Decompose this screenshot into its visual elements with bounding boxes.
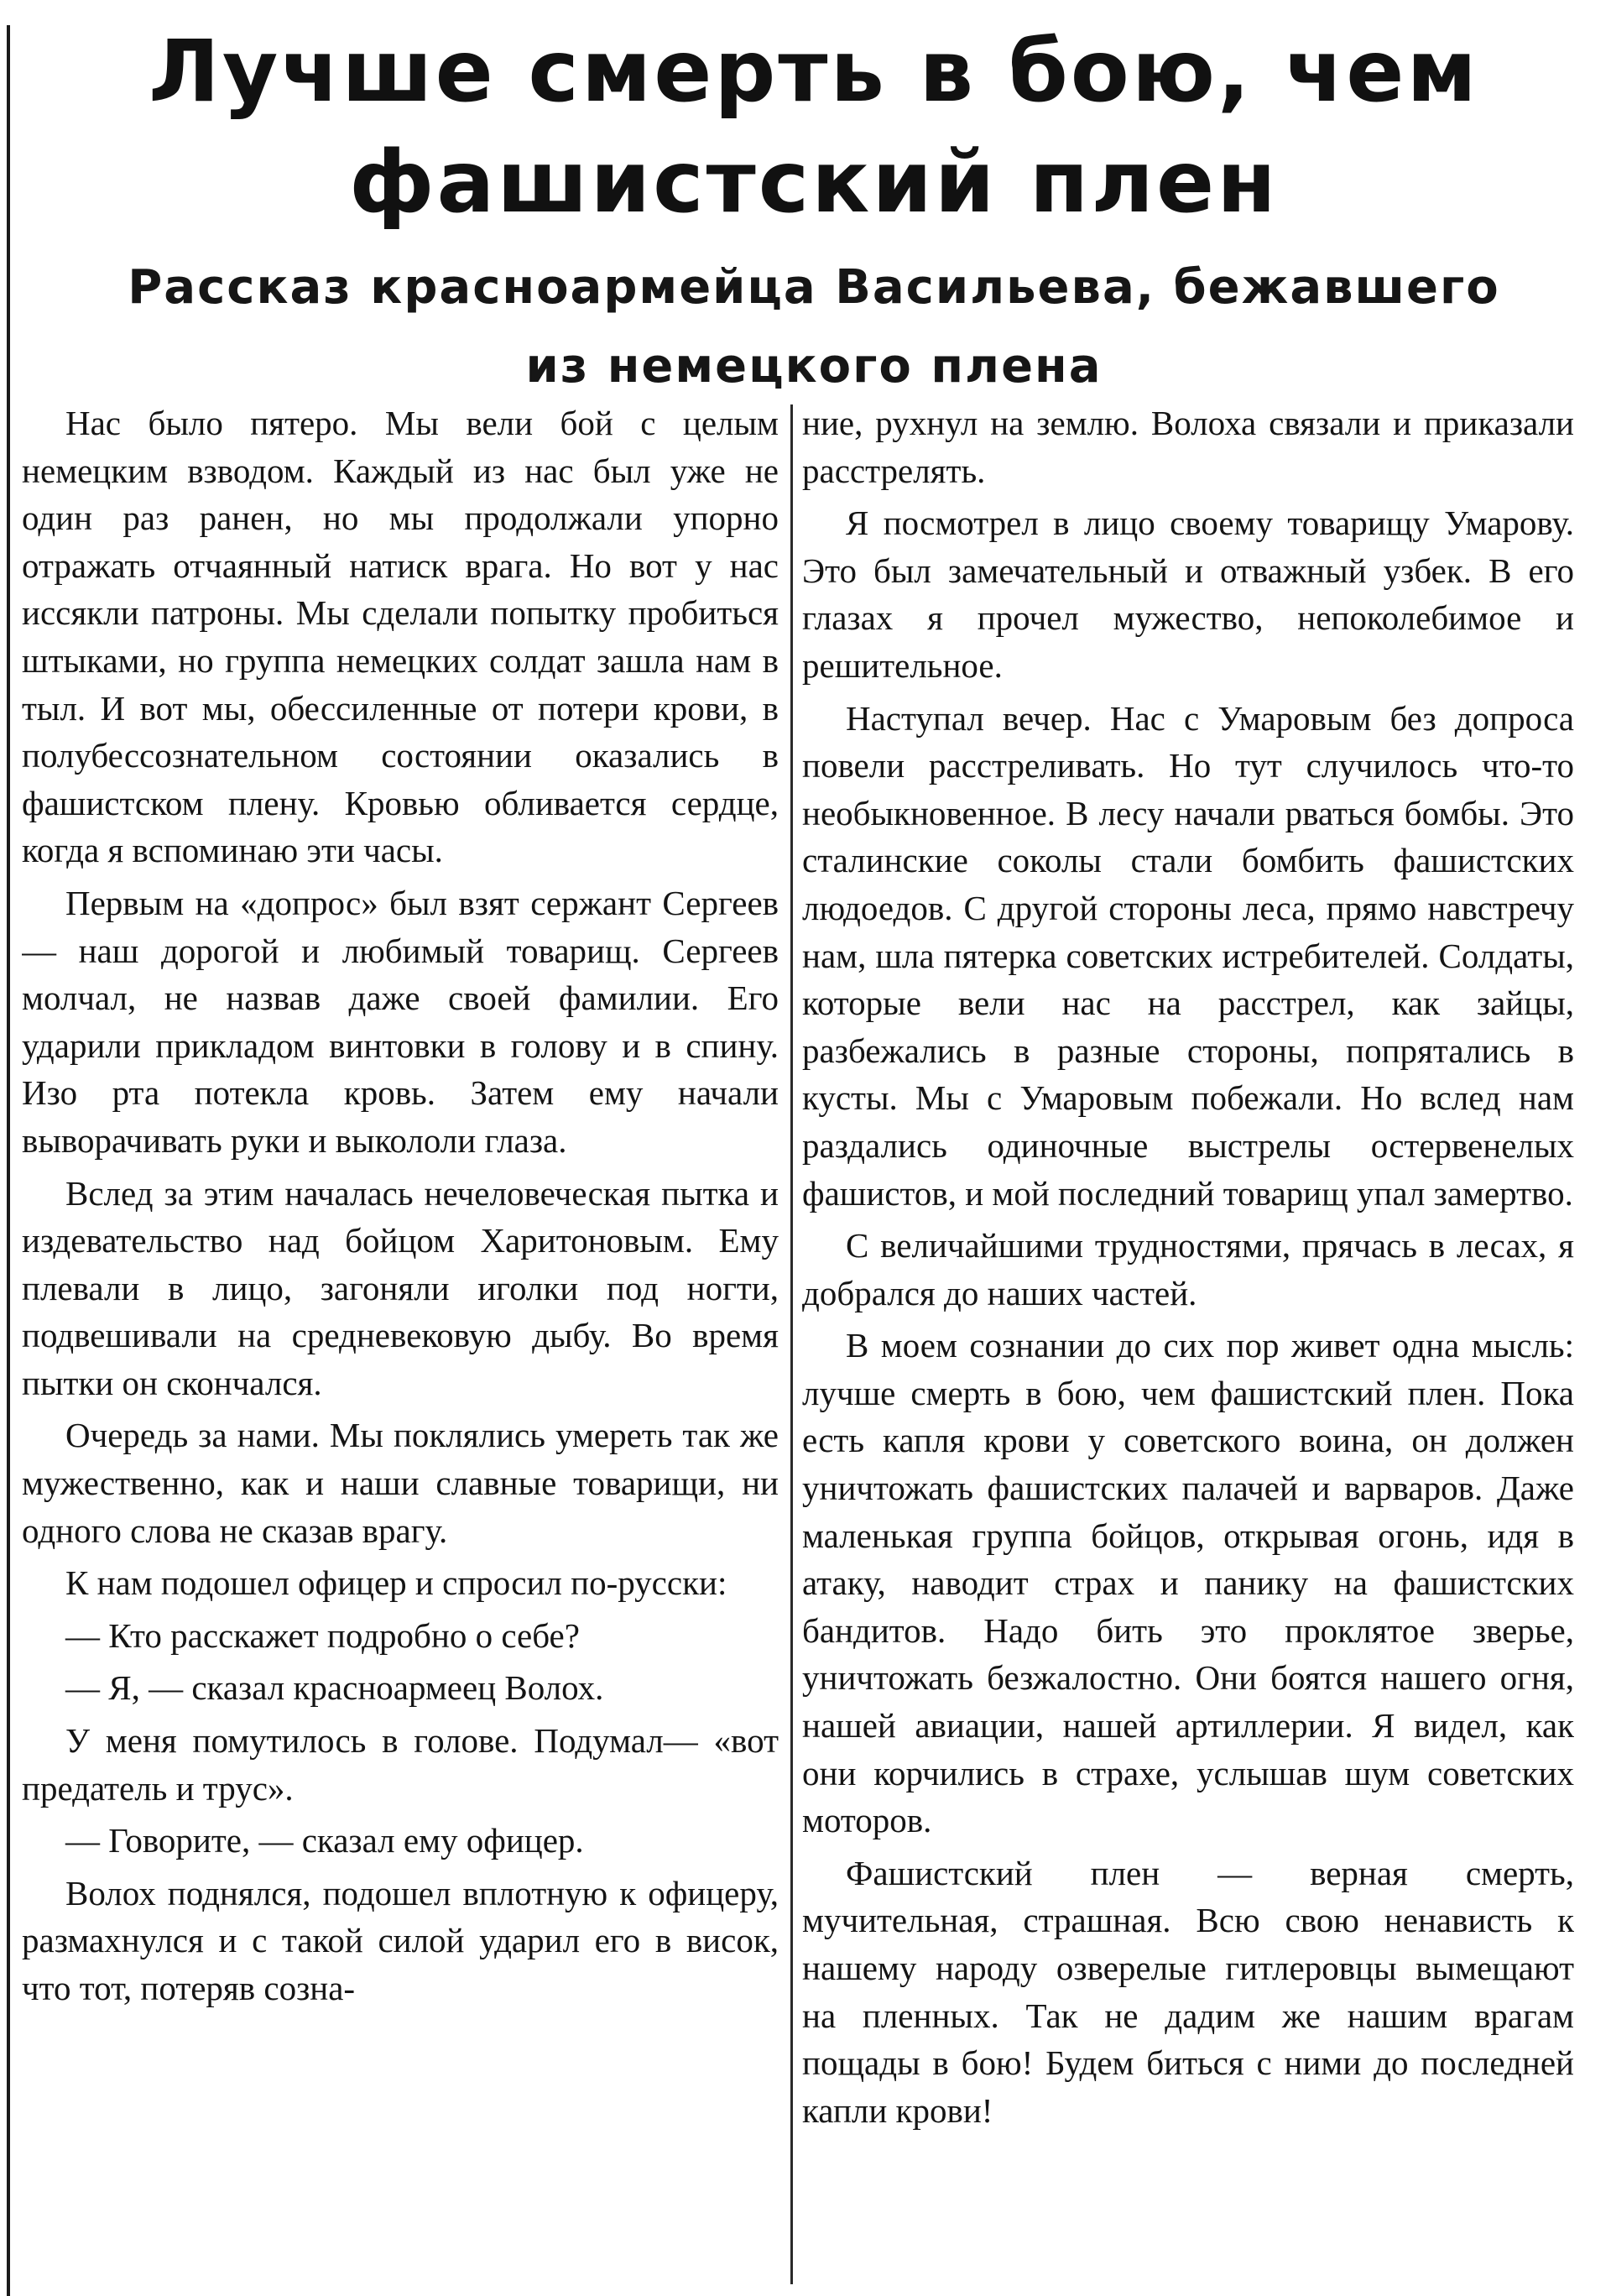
paragraph: Наступал вечер. Нас с Умаровым без допроса повели расстреливать. Но тут случилось что-то необыкновенное. В лесу начали рваться бомбы. Это сталинские соколы стали бомбить фашистских людоедов. С другой стороны леса, прямо навстречу нам, шла пятерка советских истребителей. Солдаты, которые вели нас на расстрел, как зайцы, разбежались в разные стороны, попрятались в кусты. Мы с Умаровым побежали. Но вслед нам раздались одиночные выстрелы остервенелых фашистов, и мой последний товарищ упал замертво.	[802, 698, 1574, 1213]
column-divider	[790, 404, 793, 2284]
subtitle	[17, 248, 1611, 406]
paragraph: Первым на «допрос» был взят сержант Сергеев — наш дорогой и любимый товарищ. Сергеев молчал, не назвав даже своей фамилии. Его ударили прикладом винтовки в голову и в спину. Изо рта потекла кровь. Затем ему начали выворачивать руки и выкололи глаза.	[22, 883, 779, 1160]
subtitle-line-2: из немецкого плена	[525, 339, 1103, 394]
paragraph: Волох поднялся, подошел вплотную к офицеру, размахнулся и с такой силой ударил его в висок, что тот, потеряв созна-	[22, 1873, 779, 2007]
paragraph: С величайшими трудностями, прячась в лесах, я добрался до наших частей.	[802, 1226, 1574, 1312]
headline-line-1: Лучше смерть в бою, чем	[149, 22, 1479, 122]
paragraph: — Кто расскажет подробно о себе?	[65, 1615, 580, 1655]
paragraph: Вслед за этим началась нечеловеческая пытка и издевательство над бойцом Харитоновым. Ему плевали в лицо, загоняли иголки под ногти, подвешивали на средневековую дыбу. Во время пытки он скончался.	[22, 1173, 779, 1402]
article-column-right	[802, 399, 1574, 2288]
paragraph: Нас было пятеро. Мы вели бой с целым немецким взводом. Каждый из нас был уже не один раз ранен, но мы продолжали упорно отражать отчаянный натиск врага. Но вот у нас иссякли патроны. Мы сделали попытку пробиться штыками, но группа немецких солдат зашла нам в тыл. И вот мы, обессиленные от потери крови, в полубессознательном состоянии оказались в фашистском плену. Кровью обливается сердце, когда я вспоминаю эти часы.	[22, 404, 779, 870]
column-rule-left	[7, 25, 10, 2296]
article-column-left	[22, 399, 779, 2288]
headline-line-2: фашистский плен	[349, 133, 1279, 232]
paragraph: В моем сознании до сих пор живет одна мысль: лучше смерть в бою, чем фашистский плен. Пока есть капля крови у советского воина, он должен уничтожать фашистских палачей и варваров. Даже маленькая группа бойцов, открывая огонь, идя в атаку, наводит страх и панику на фашистских бандитов. Надо бить это проклятое зверье, уничтожать безжалостно. Они боятся нашего огня, нашей авиации, нашей артиллерии. Я видел, как они корчились в страхе, услышав шум советских моторов.	[802, 1326, 1574, 1840]
paragraph: Очередь за нами. Мы поклялись умереть так же мужественно, как и наши славные товарищи, ни одного слова не сказав врагу.	[22, 1416, 779, 1550]
paragraph: — Я, — сказал красноармеец Волох.	[65, 1668, 604, 1708]
headline	[17, 17, 1611, 238]
subtitle-line-1: Рассказ красноармейца Васильева, бежавшего	[128, 260, 1500, 315]
article-header	[17, 17, 1611, 406]
paragraph: Фашистский плен — верная смерть, мучительная, страшная. Всю свою ненависть к нашему народу озверелые гитлеровцы вымещают на пленных. Так не дадим же нашим врагам пощады в бою! Будем биться с ними до последней капли крови!	[802, 1853, 1574, 2130]
paragraph: Я посмотрел в лицо своему товарищу Умарову. Это был замечательный и отважный узбек. В его глазах я прочел мужество, непоколебимое и решительное.	[802, 504, 1574, 685]
paragraph-continuation: ние, рухнул на землю. Волоха связали и приказали расстрелять.	[802, 404, 1574, 490]
paragraph: — Говорите, — сказал ему офицер.	[65, 1821, 584, 1860]
paragraph: У меня помутилось в голове. Подумал— «вот предатель и трус».	[22, 1721, 779, 1808]
paragraph: К нам подошел офицер и спросил по-русски:	[65, 1563, 727, 1603]
